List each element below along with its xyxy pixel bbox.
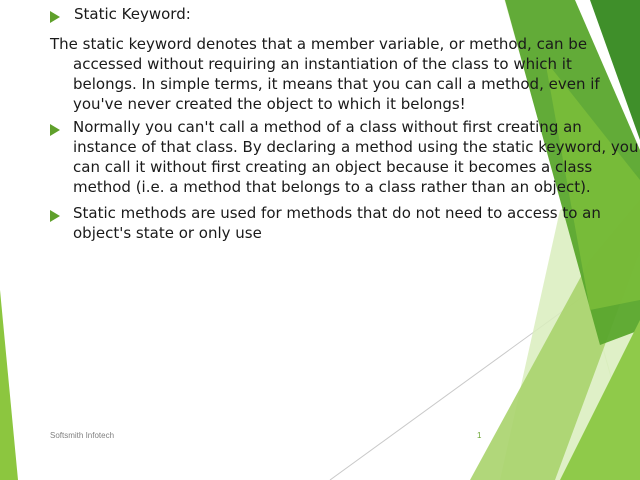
intro-line: The static keyword denotes that a member variable, or method, can be [50,35,588,53]
bullet-line: Normally you can't call a method of a class without first creating an [73,118,582,136]
intro-line: accessed without requiring an instantiation of the class to which it [73,55,572,73]
bullet-line: Static methods are used for methods that do not need to access to an [73,204,601,222]
page-number: 1 [477,431,482,440]
bullet-line: instance of that class. By declaring a method using the static keyword, you [73,138,639,156]
triangle-bullet-icon [50,11,60,23]
triangle-bullet-icon [50,210,60,222]
bullet-line: object's state or only use [73,224,262,242]
intro-line: you've never created the object to which it belongs! [73,95,466,113]
slide-heading: Static Keyword: [74,5,191,23]
triangle-bullet-icon [50,124,60,136]
bullet-line: method (i.e. a method that belongs to a class rather than an object). [73,178,591,196]
bullet-line: can call it without first creating an object because it becomes a class [73,158,593,176]
intro-line: belongs. In simple terms, it means that you can call a method, even if [73,75,600,93]
footer-company: Softsmith Infotech [50,431,115,440]
